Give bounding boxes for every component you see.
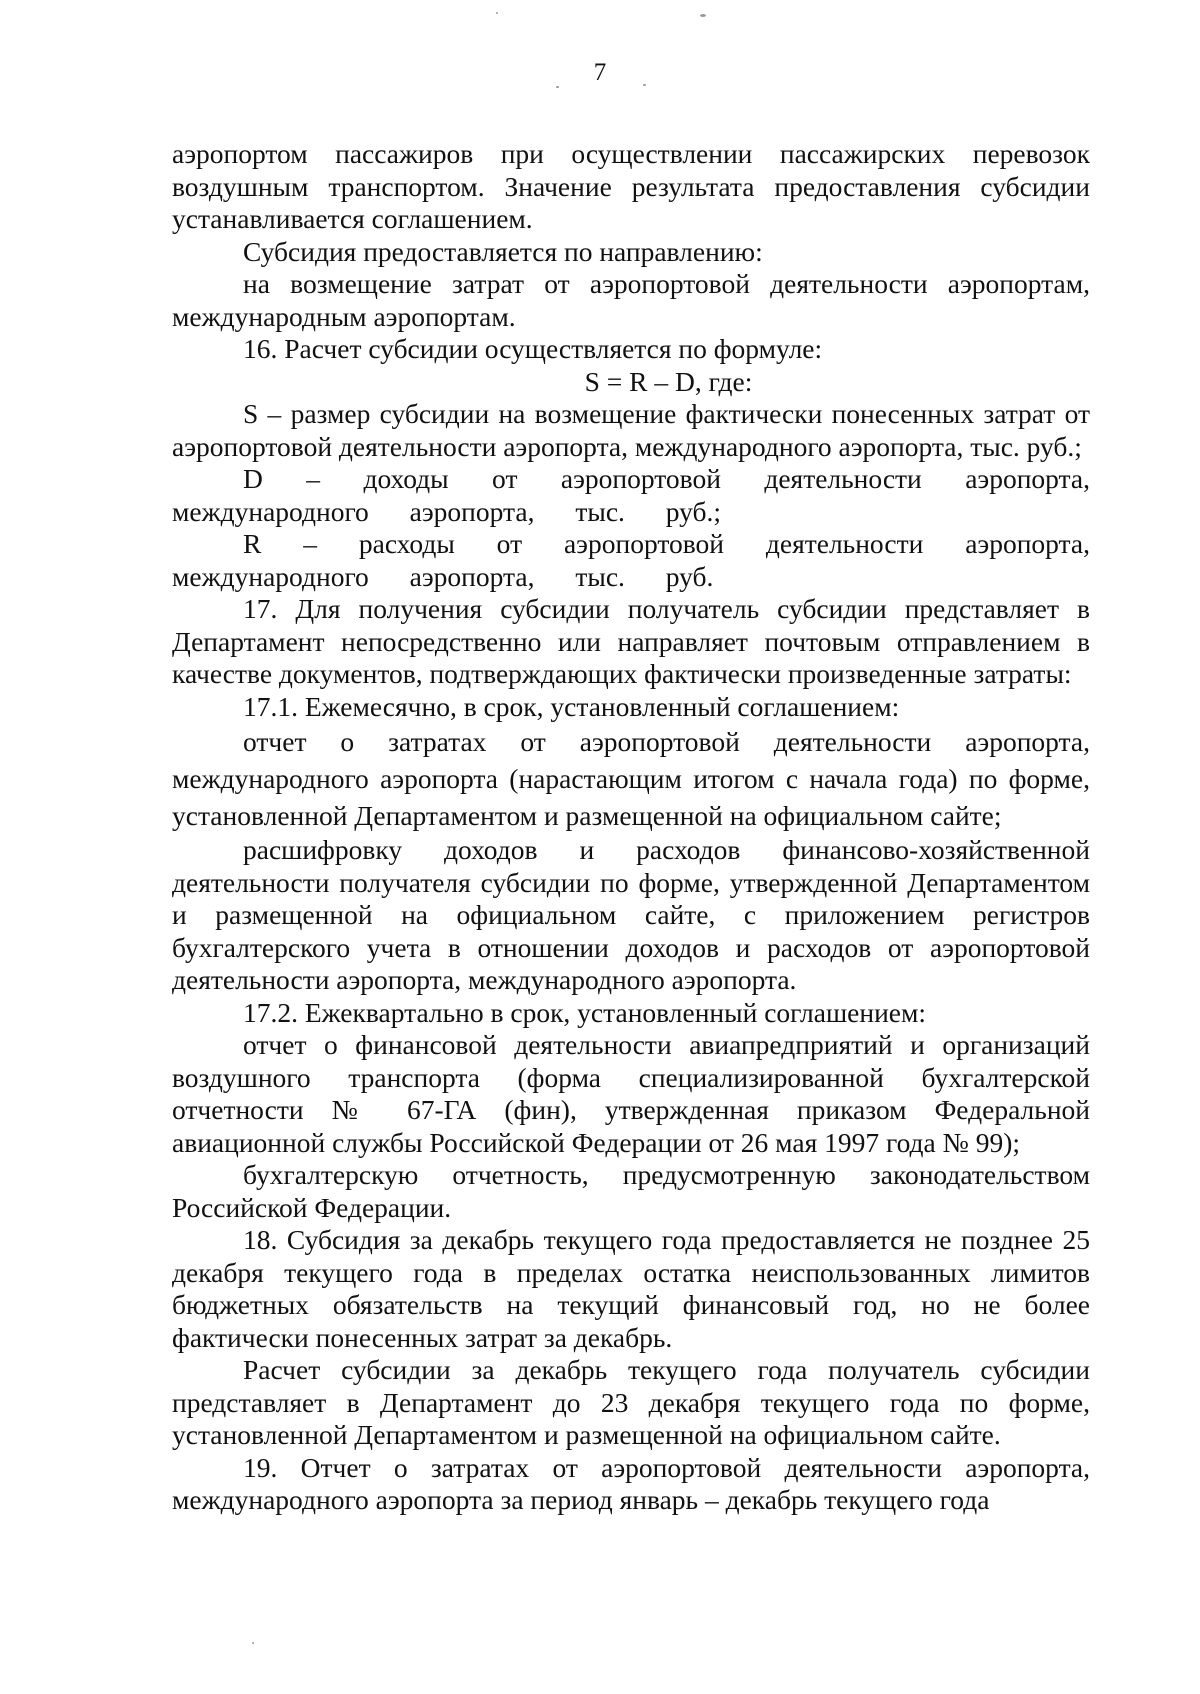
scan-speck (643, 84, 646, 86)
paragraph-18: 18. Субсидия за декабрь текущего года предоставляется не позднее 25 декабря текущего года в пределах остатка неиспользованных лимитов бюджетных обязательств на текущий финансовый год, но не более фактически понесенных затрат за декабрь. (172, 1224, 1090, 1353)
page-number: 7 (593, 59, 607, 86)
paragraph-direction-item: на возмещение затрат от аэропортовой деятельности аэропортам, международным аэропортам. (172, 268, 1090, 332)
scan-speck (496, 12, 498, 14)
paragraph-direction-heading: Субсидия предоставляется по направлению: (243, 235, 763, 267)
paragraph-17-2-accounting: бухгалтерскую отчетность, предусмотренную законодательством Российской Федерации. (172, 1159, 1090, 1223)
document-body (172, 138, 1090, 1517)
paragraph-17-1-breakdown: расшифровку доходов и расходов финансово-хозяйственной деятельности получателя субсидии по форме, утвержденной Департаментом и размещенной на официальном сайте, с приложением регистров бухгалтерского учета в отношении доходов и расходов от аэропортовой деятельности аэропорта, международного аэропорта. (172, 834, 1090, 995)
paragraph-16: 16. Расчет субсидии осуществляется по формуле: (243, 333, 823, 364)
paragraph-18-calculation: Расчет субсидии за декабрь текущего года получатель субсидии представляет в Департамент до 23 декабря текущего года по форме, установленной Департаментом и размещенной на официальном сайте. (172, 1354, 1090, 1450)
scan-speck (556, 86, 559, 88)
paragraph-19: 19. Отчет о затратах от аэропортовой деятельности аэропорта, международного аэропорта за период январь – декабрь текущего года (172, 1451, 1090, 1515)
paragraph-17: 17. Для получения субсидии получатель субсидии представляет в Департамент непосредственно или направляет почтовым отправлением в качестве документов, подтверждающих фактически произведенные затраты: (172, 593, 1090, 689)
scan-speck (700, 14, 706, 17)
scan-speck (252, 1642, 254, 1644)
paragraph-17-1-report: отчет о затратах от аэропортовой деятельности аэропорта, международного аэропорта (нарастающим итогом с начала года) по форме, установленной Департаментом и размещенной на официальном сайте; (172, 726, 1090, 831)
paragraph-17-1: 17.1. Ежемесячно, в срок, установленный соглашением: (243, 690, 900, 722)
definition-r: R – расходы от аэропортовой деятельности аэропорта, международного аэропорта, тыс. руб. (172, 528, 1090, 592)
paragraph-17-2: 17.2. Ежеквартально в срок, установленный соглашением: (243, 996, 927, 1028)
definition-d: D – доходы от аэропортовой деятельности аэропорта, международного аэропорта, тыс. руб.; (172, 463, 1090, 527)
paragraph-continuation: аэропортом пассажиров при осуществлении пассажирских перевозок воздушным транспортом. Значение результата предоставления субсидии устанавливается соглашением. (172, 138, 1090, 234)
paragraph-17-2-report: отчет о финансовой деятельности авиапредприятий и организаций воздушного транспорта (форма специализированной бухгалтерской отчетности № 67-ГА (фин), утвержденная приказом Федеральной авиационной службы Российской Федерации от 26 мая 1997 года № 99); (172, 1029, 1090, 1158)
definition-s: S – размер субсидии на возмещение фактически понесенных затрат от аэропортовой деятельности аэропорта, международного аэропорта, тыс. руб.; (172, 398, 1090, 462)
formula: S = R – D, где: (584, 365, 753, 397)
